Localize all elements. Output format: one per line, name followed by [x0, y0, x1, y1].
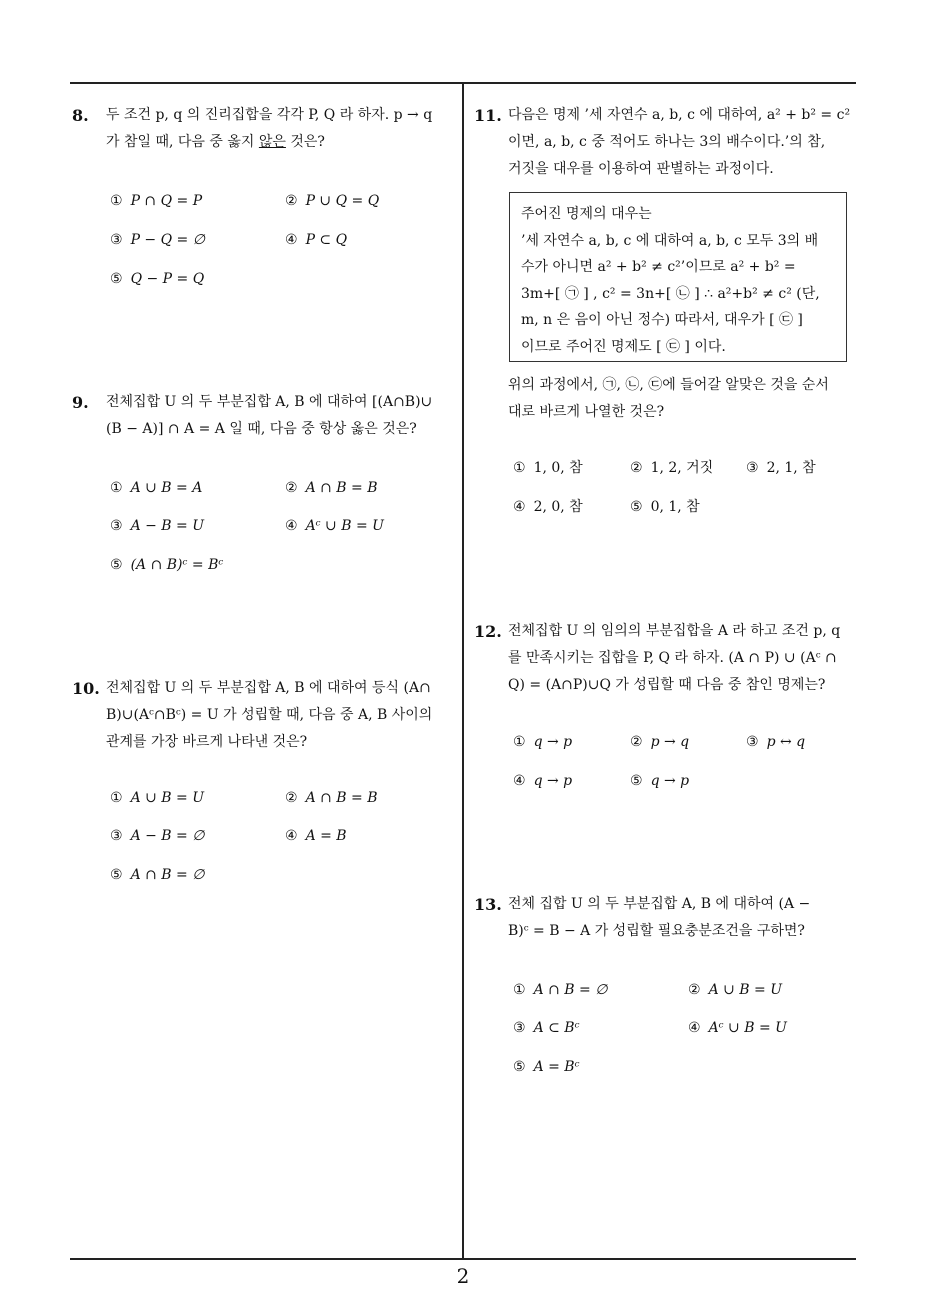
q10-option-3[interactable]: ③ A − B = ∅	[110, 828, 205, 844]
q9-option-1[interactable]: ① A ∪ B = A	[110, 480, 203, 496]
question-number: 13.	[474, 895, 502, 914]
question-11	[474, 102, 864, 183]
q13-option-3[interactable]: ③ A ⊂ Bᶜ	[513, 1020, 580, 1036]
column-divider	[462, 82, 464, 1258]
question-13	[474, 891, 864, 945]
q8-option-3[interactable]: ③ P − Q = ∅	[110, 232, 205, 248]
q13-option-1[interactable]: ① A ∩ B = ∅	[513, 982, 608, 998]
proof-box: 주어진 명제의 대우는 ’세 자연수 a, b, c 에 대하여 a, b, c 모두 3의 배 수가 아니면 a² + b² ≠ c²’이므로 a² + b² = 3m+[ ㉠ ] , c² = 3n+[ ㉡ ] ∴ a²+b² ≠ c² (단, m, n 은 음이 아닌 정수) 따라서, 대우가 [ ㉢ ] 이므로 주어진 명제도 [ ㉢ ] 이다.	[509, 192, 847, 362]
q9-option-4[interactable]: ④ Aᶜ ∪ B = U	[285, 518, 384, 534]
question-12	[474, 618, 864, 699]
question-text: 전체집합 U 의 임의의 부분집합을 A 라 하고 조건 p, q 를 만족시키는 집합을 P, Q 라 하자. (A ∩ P) ∪ (Aᶜ ∩ Q) = (A∩P)∪Q 가 성립할 때 다음 중 참인 명제는?	[508, 623, 841, 693]
q8-option-2[interactable]: ② P ∪ Q = Q	[285, 193, 380, 209]
question-number: 12.	[474, 622, 502, 641]
q10-option-5[interactable]: ⑤ A ∩ B = ∅	[110, 867, 205, 883]
question-10	[72, 675, 462, 756]
page-number: 2	[456, 1264, 470, 1288]
q13-option-2[interactable]: ② A ∪ B = U	[688, 982, 783, 998]
question-text: 전체집합 U 의 두 부분집합 A, B 에 대하여 등식 (A∩ B)∪(Aᶜ∩Bᶜ) = U 가 성립할 때, 다음 중 A, B 사이의 관계를 가장 바르게 나타낸 것은?	[106, 680, 433, 750]
q13-option-5[interactable]: ⑤ A = Bᶜ	[513, 1059, 580, 1075]
question-text: 다음은 명제 ’세 자연수 a, b, c 에 대하여, a² + b² = c² 이면, a, b, c 중 적어도 하나는 3의 배수이다.’의 참, 거짓을 대우를 이용하여 판별하는 과정이다.	[508, 107, 851, 177]
q12-option-4[interactable]: ④ q → p	[513, 773, 573, 789]
q11-option-1[interactable]: ① 1, 0, 참	[513, 460, 583, 476]
question-text: 두 조건 p, q 의 진리집합을 각각 P, Q 라 하자. p → q 가 참일 때, 다음 중 옳지 않은 것은?	[106, 107, 433, 150]
q11-option-5[interactable]: ⑤ 0, 1, 참	[630, 499, 700, 515]
q11-option-3[interactable]: ③ 2, 1, 참	[746, 460, 816, 476]
q12-option-3[interactable]: ③ p ↔ q	[746, 734, 806, 750]
q8-option-1[interactable]: ① P ∩ Q = P	[110, 193, 203, 209]
question-number: 11.	[474, 106, 502, 125]
q10-option-4[interactable]: ④ A = B	[285, 828, 347, 844]
q10-option-2[interactable]: ② A ∩ B = B	[285, 790, 378, 806]
q8-option-4[interactable]: ④ P ⊂ Q	[285, 232, 348, 248]
underlined-word: 않은	[258, 134, 286, 150]
q13-option-4[interactable]: ④ Aᶜ ∪ B = U	[688, 1020, 787, 1036]
q10-option-1[interactable]: ① A ∪ B = U	[110, 790, 205, 806]
question-9	[72, 389, 462, 443]
q8-option-5[interactable]: ⑤ Q − P = Q	[110, 271, 205, 287]
question-number: 10.	[72, 679, 100, 698]
bottom-rule	[70, 1258, 856, 1260]
question-8	[72, 102, 462, 156]
q9-option-2[interactable]: ② A ∩ B = B	[285, 480, 378, 496]
question-11-followup: 위의 과정에서, ㉠, ㉡, ㉢에 들어갈 알맞은 것을 순서 대로 바르게 나열한 것은?	[508, 377, 829, 420]
q11-option-2[interactable]: ② 1, 2, 거짓	[630, 460, 714, 476]
question-number: 8.	[72, 106, 89, 125]
q11-option-4[interactable]: ④ 2, 0, 참	[513, 499, 583, 515]
question-number: 9.	[72, 393, 89, 412]
q9-option-5[interactable]: ⑤ (A ∩ B)ᶜ = Bᶜ	[110, 557, 224, 573]
question-text: 전체 집합 U 의 두 부분집합 A, B 에 대하여 (A − B)ᶜ = B − A 가 성립할 필요충분조건을 구하면?	[508, 896, 811, 939]
q9-option-3[interactable]: ③ A − B = U	[110, 518, 205, 534]
question-text: 전체집합 U 의 두 부분집합 A, B 에 대하여 [(A∩B)∪ (B − A)] ∩ A = A 일 때, 다음 중 항상 옳은 것은?	[106, 394, 433, 437]
q12-option-2[interactable]: ② p → q	[630, 734, 690, 750]
q12-option-5[interactable]: ⑤ q → p	[630, 773, 690, 789]
q12-option-1[interactable]: ① q → p	[513, 734, 573, 750]
